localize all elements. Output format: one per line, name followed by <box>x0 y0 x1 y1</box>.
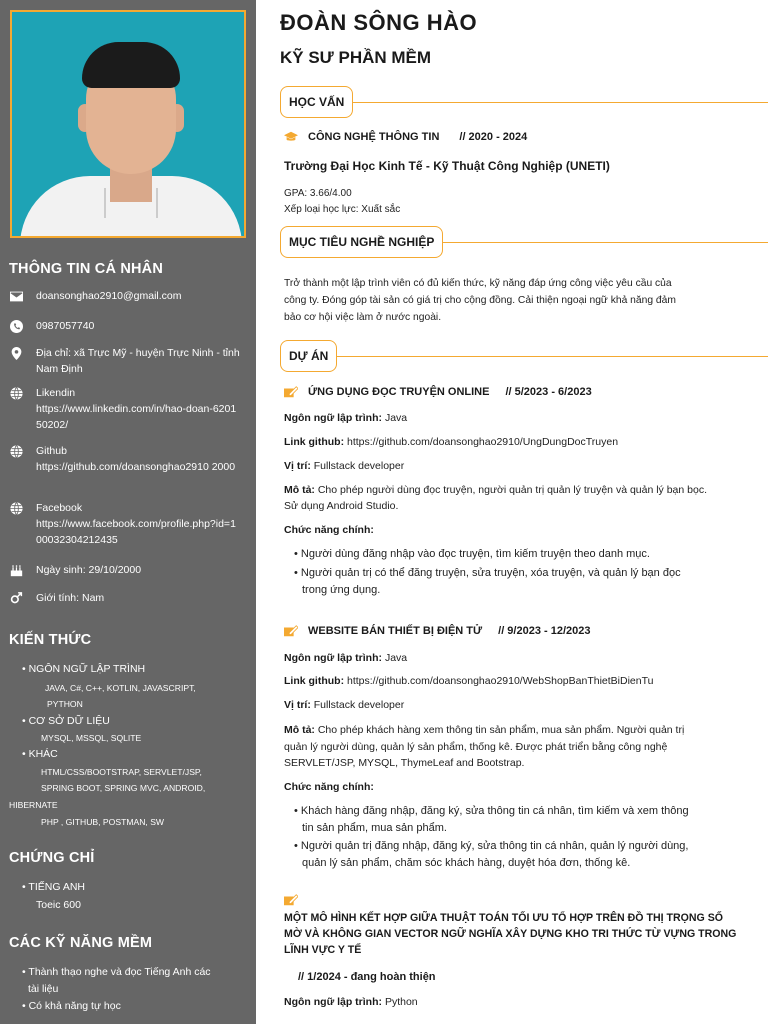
project-1-feature-2: • Người quản trị có thể đăng truyện, sửa truyện, xóa truyện, và quản lý bạn đọc <box>294 565 760 582</box>
profile-photo <box>10 10 246 238</box>
gender-text: Giới tính: Nam <box>36 592 105 604</box>
github-row <box>10 443 241 475</box>
sidebar <box>0 0 256 1024</box>
main-content <box>256 0 768 1024</box>
knowledge-other-line2: SPRING BOOT, SPRING MVC, ANDROID, <box>41 783 206 793</box>
project-1-lang-value: Java <box>384 412 408 424</box>
project-1-lang <box>284 410 407 426</box>
education-date: // 2020 - 2024 <box>459 131 528 143</box>
lang-label: Ngôn ngữ lập trình: <box>284 412 383 424</box>
certificate-item: • TIẾNG ANH <box>22 879 85 895</box>
project-3-name-line-1: MỘT MÔ HÌNH KẾT HỢP GIỮA THUẬT TOÁN TỐI ƯU TỔ HỢP TRÊN ĐỒ THỊ TRỌNG SỐ <box>284 912 723 924</box>
project-2-header <box>284 625 591 637</box>
project-3-name-line-2: MỜ VÀ KHÔNG GIAN VECTOR NGỮ NGHĨA XÂY DỰNG KHO TRI THỨC TỪ VỰNG TRONG <box>284 928 737 940</box>
project-2-name: WEBSITE BÁN THIẾT BỊ ĐIỆN TỬ <box>308 625 483 637</box>
project-1-header <box>284 386 592 398</box>
education-item-header <box>284 131 527 143</box>
project-1-name: ỨNG DỤNG ĐỌC TRUYỆN ONLINE <box>308 386 490 398</box>
knowledge-db-line: MYSQL, MSSQL, SQLITE <box>41 733 142 743</box>
phone-row <box>10 318 241 334</box>
email-row <box>10 288 241 304</box>
knowledge-other-line3: HIBERNATE <box>9 800 58 810</box>
linkedin-link[interactable]: https://www.linkedin.com/in/hao-doan-620150202/ <box>36 403 237 431</box>
objective-heading: MỤC TIÊU NGHỀ NGHIỆP <box>280 226 443 258</box>
project-3-lang-value: Python <box>384 996 418 1008</box>
project-1-desc-line-1: Cho phép người dùng đọc truyện, người quản trị quản lý truyện và quản lý bạn bọc. <box>317 484 708 496</box>
envelope-icon <box>10 288 28 304</box>
gpa-text: GPA: 3.66/4.00 <box>284 188 352 199</box>
facebook-label: Facebook <box>36 502 83 514</box>
project-1-date: // 5/2023 - 6/2023 <box>505 386 592 398</box>
project-2-features-label <box>284 779 374 795</box>
birthday-row <box>10 562 241 578</box>
email-text[interactable]: doansonghao2910@gmail.com <box>36 290 182 302</box>
school-name: Trường Đại Học Kinh Tế - Kỹ Thuật Công Nghiệp (UNETI) <box>284 159 610 173</box>
cake-icon <box>10 562 28 578</box>
lang-label: Ngôn ngữ lập trình: <box>284 652 383 664</box>
project-2-role-value: Fullstack developer <box>313 699 405 711</box>
features-label: Chức năng chính: <box>284 524 374 536</box>
full-name: ĐOÀN SÔNG HÀO <box>280 10 478 35</box>
project-2-lang-value: Java <box>384 652 408 664</box>
soft-skill-item-1: • Thành thạo nghe và đọc Tiếng Anh các <box>22 964 211 980</box>
knowledge-lang-title: • NGÔN NGỮ LẬP TRÌNH <box>22 661 145 677</box>
certificate-detail: Toeic 600 <box>36 899 81 911</box>
project-1-feature-2-cont: trong ứng dụng. <box>302 584 381 596</box>
project-1-desc <box>284 482 707 498</box>
github-label: Github <box>36 445 67 457</box>
soft-skill-item-1-cont: tài liệu <box>28 983 59 995</box>
objective-section-header <box>280 226 768 258</box>
gender-row <box>10 590 241 606</box>
facebook-row <box>10 500 241 548</box>
project-3-name-line-3: LĨNH VỰC Y TẾ <box>284 944 362 956</box>
rank-text: Xếp loại học lực: Xuất sắc <box>284 204 401 215</box>
graduation-cap-icon <box>284 131 300 143</box>
project-1-feature-1: • Người dùng đăng nhập vào đọc truyện, tìm kiếm truyện theo danh mục. <box>294 546 760 563</box>
project-2-feature-1-cont: tin sản phẩm, mua sản phẩm. <box>302 822 447 834</box>
linkedin-row <box>10 385 241 433</box>
globe-icon <box>10 443 28 459</box>
desc-label: Mô tả: <box>284 484 315 496</box>
project-2-desc <box>284 722 684 738</box>
knowledge-db-title: • CƠ SỞ DỮ LIỆU <box>22 713 110 729</box>
projects-section-header <box>280 340 768 372</box>
project-2-github-link[interactable]: https://github.com/doansonghao2910/WebShopBanThietBiDienTu <box>347 675 654 687</box>
globe-icon <box>10 500 28 516</box>
project-2-role <box>284 697 404 713</box>
map-pin-icon <box>10 345 28 361</box>
role-label: Vị trí: <box>284 460 311 472</box>
education-section-header <box>280 86 768 118</box>
github-label: Link github: <box>284 675 345 687</box>
edit-icon <box>284 893 298 911</box>
objective-line-2: công ty. Đóng góp tài sản có giá trị cho cộng đồng. Cải thiện ngoại ngữ khả năng đảm <box>284 295 676 306</box>
edit-icon <box>284 386 300 398</box>
project-1-role-value: Fullstack developer <box>313 460 405 472</box>
phone-text[interactable]: 0987057740 <box>36 320 95 332</box>
project-1-github-link[interactable]: https://github.com/doansonghao2910/UngDungDocTruyen <box>347 436 619 448</box>
education-major: CÔNG NGHỆ THÔNG TIN <box>308 131 440 143</box>
knowledge-heading: KIẾN THỨC <box>9 632 92 648</box>
phone-icon <box>10 318 28 334</box>
role-label: Vị trí: <box>284 699 311 711</box>
objective-line-3: bảo cơ hội việc làm ở nước ngoài. <box>284 312 442 323</box>
soft-skills-heading: CÁC KỸ NĂNG MỀM <box>9 935 153 951</box>
knowledge-other-title: • KHÁC <box>22 746 58 762</box>
facebook-link[interactable]: https://www.facebook.com/profile.php?id=100032304212435 <box>36 518 236 546</box>
knowledge-other-line4: PHP , GITHUB, POSTMAN, SW <box>41 817 165 827</box>
education-heading: HỌC VẤN <box>280 86 353 118</box>
birthday-text: Ngày sinh: 29/10/2000 <box>36 564 142 576</box>
project-2-date: // 9/2023 - 12/2023 <box>498 625 591 637</box>
project-2-lang <box>284 650 407 666</box>
project-1-github <box>284 434 618 450</box>
project-2-desc-line-3: SERVLET/JSP, MYSQL, ThymeLeaf and Bootstrap. <box>284 757 525 769</box>
personal-info-heading: THÔNG TIN CÁ NHÂN <box>9 261 164 277</box>
project-2-github <box>284 673 653 689</box>
lang-label: Ngôn ngữ lập trình: <box>284 996 383 1008</box>
address-row <box>10 345 241 377</box>
project-2-feature-2-cont: quản lý sản phẩm, chăm sóc khách hàng, duyệt hóa đơn, thống kê. <box>302 857 631 869</box>
project-1-desc-line-2: Sử dụng Android Studio. <box>284 500 399 512</box>
project-1-role <box>284 458 404 474</box>
github-label: Link github: <box>284 436 345 448</box>
address-text: Địa chỉ: xã Trực Mỹ - huyện Trực Ninh - tỉnh Nam Định <box>36 347 240 375</box>
knowledge-other-line1: HTML/CSS/BOOTSTRAP, SERVLET/JSP, <box>41 767 202 777</box>
project-2-feature-2: • Người quản trị đăng nhập, đăng ký, sửa thông tin cá nhân, quản lý người dùng, <box>294 838 760 855</box>
project-3-date: // 1/2024 - đang hoàn thiện <box>298 971 436 983</box>
linkedin-label: Likendin <box>36 387 76 399</box>
knowledge-lang-line2: PYTHON <box>47 699 83 709</box>
github-link[interactable]: https://github.com/doansonghao2910 2000 <box>36 461 236 473</box>
job-title: KỸ SƯ PHẦN MỀM <box>280 48 432 67</box>
project-2-desc-line-1: Cho phép khách hàng xem thông tin sản phẩm, mua sản phẩm. Người quản trị <box>317 724 685 736</box>
edit-icon <box>284 625 300 637</box>
globe-icon <box>10 385 28 401</box>
gender-icon <box>10 590 28 606</box>
projects-heading: DỰ ÁN <box>280 340 337 372</box>
project-1-features-label <box>284 522 374 538</box>
certificates-heading: CHỨNG CHỈ <box>9 850 95 866</box>
desc-label: Mô tả: <box>284 724 315 736</box>
project-2-desc-line-2: quản lý người dùng, quản lý sản phẩm, thống kê. Được phát triển bằng công nghệ <box>284 741 668 753</box>
knowledge-lang-line1: JAVA, C#, C++, KOTLIN, JAVASCRIPT, <box>45 683 196 693</box>
soft-skill-item-2: • Có khả năng tự học <box>22 998 121 1014</box>
objective-line-1: Trở thành một lập trình viên có đủ kiến thức, kỹ năng đáp ứng công việc yêu cầu của <box>284 278 672 289</box>
project-3-lang <box>284 994 418 1010</box>
project-2-feature-1: • Khách hàng đăng nhập, đăng ký, sửa thông tin cá nhân, tìm kiếm và xem thông <box>294 803 760 820</box>
features-label: Chức năng chính: <box>284 781 374 793</box>
